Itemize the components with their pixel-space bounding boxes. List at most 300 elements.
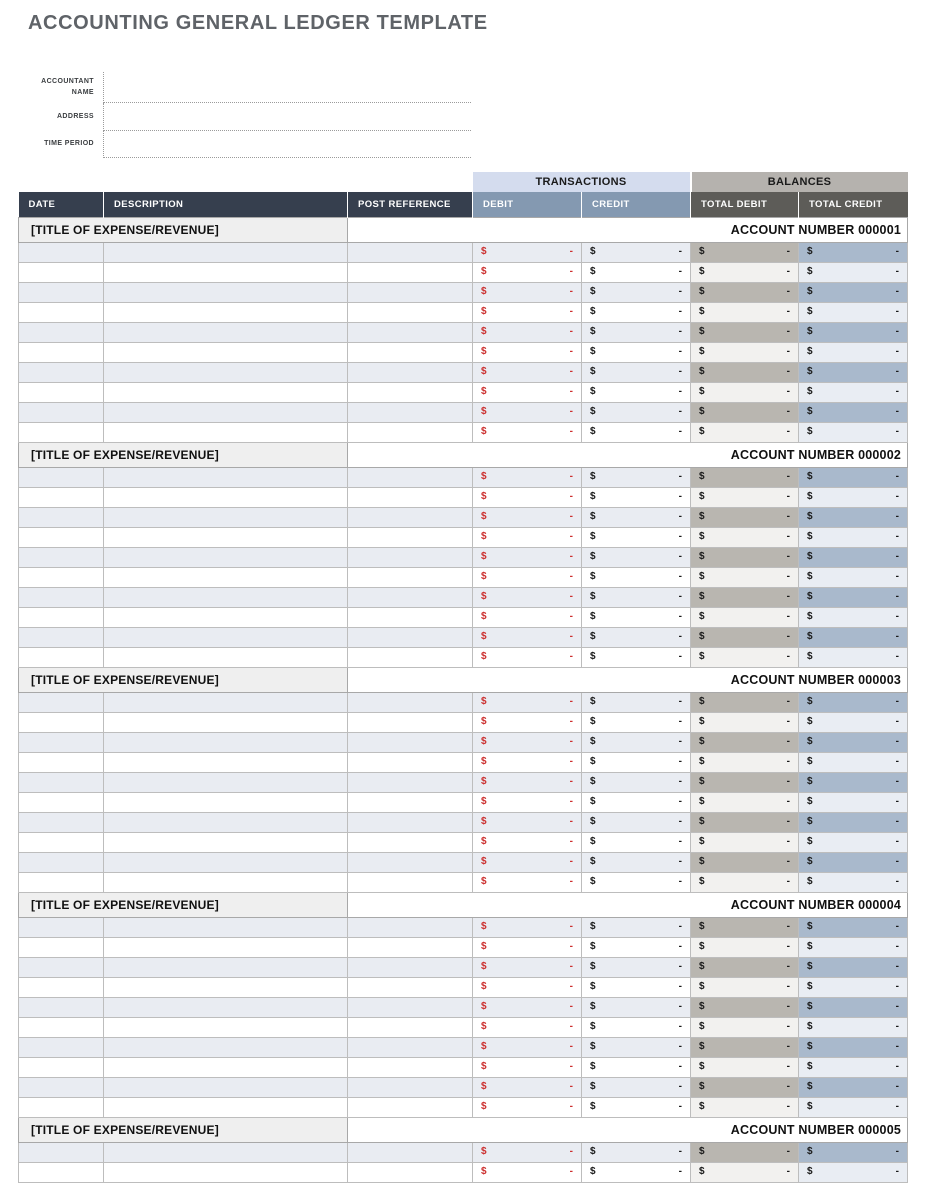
date-cell[interactable]: [19, 1057, 104, 1077]
post-reference-cell[interactable]: [348, 772, 473, 792]
total-debit-cell[interactable]: [691, 997, 799, 1017]
description-cell[interactable]: [104, 342, 348, 362]
date-cell[interactable]: [19, 402, 104, 422]
post-reference-cell[interactable]: [348, 1142, 473, 1162]
post-reference-cell[interactable]: [348, 547, 473, 567]
total-credit-cell[interactable]: [799, 732, 908, 752]
date-cell[interactable]: [19, 342, 104, 362]
total-credit-cell[interactable]: [799, 487, 908, 507]
total-debit-cell[interactable]: [691, 242, 799, 262]
date-cell[interactable]: [19, 957, 104, 977]
debit-cell[interactable]: [473, 342, 582, 362]
description-cell[interactable]: [104, 1017, 348, 1037]
total-debit-cell[interactable]: [691, 752, 799, 772]
post-reference-cell[interactable]: [348, 692, 473, 712]
total-debit-cell[interactable]: [691, 547, 799, 567]
debit-cell[interactable]: [473, 282, 582, 302]
credit-cell[interactable]: [582, 527, 691, 547]
description-cell[interactable]: [104, 402, 348, 422]
description-cell[interactable]: [104, 1142, 348, 1162]
description-cell[interactable]: [104, 627, 348, 647]
accountant-name-input[interactable]: [103, 72, 471, 103]
credit-cell[interactable]: [582, 342, 691, 362]
date-cell[interactable]: [19, 362, 104, 382]
total-debit-cell[interactable]: [691, 872, 799, 892]
post-reference-cell[interactable]: [348, 302, 473, 322]
date-cell[interactable]: [19, 1142, 104, 1162]
post-reference-cell[interactable]: [348, 812, 473, 832]
debit-cell[interactable]: [473, 1142, 582, 1162]
post-reference-cell[interactable]: [348, 997, 473, 1017]
date-cell[interactable]: [19, 772, 104, 792]
credit-cell[interactable]: [582, 547, 691, 567]
debit-cell[interactable]: [473, 852, 582, 872]
credit-cell[interactable]: [582, 937, 691, 957]
debit-cell[interactable]: [473, 752, 582, 772]
credit-cell[interactable]: [582, 1057, 691, 1077]
total-credit-cell[interactable]: [799, 507, 908, 527]
total-credit-cell[interactable]: [799, 957, 908, 977]
total-credit-cell[interactable]: [799, 1057, 908, 1077]
total-credit-cell[interactable]: [799, 362, 908, 382]
post-reference-cell[interactable]: [348, 977, 473, 997]
description-cell[interactable]: [104, 262, 348, 282]
credit-cell[interactable]: [582, 792, 691, 812]
total-debit-cell[interactable]: [691, 402, 799, 422]
debit-cell[interactable]: [473, 507, 582, 527]
debit-cell[interactable]: [473, 937, 582, 957]
debit-cell[interactable]: [473, 1162, 582, 1182]
post-reference-cell[interactable]: [348, 402, 473, 422]
description-cell[interactable]: [104, 1097, 348, 1117]
total-credit-cell[interactable]: [799, 242, 908, 262]
post-reference-cell[interactable]: [348, 262, 473, 282]
date-cell[interactable]: [19, 587, 104, 607]
total-credit-cell[interactable]: [799, 282, 908, 302]
description-cell[interactable]: [104, 302, 348, 322]
date-cell[interactable]: [19, 507, 104, 527]
post-reference-cell[interactable]: [348, 832, 473, 852]
description-cell[interactable]: [104, 872, 348, 892]
total-credit-cell[interactable]: [799, 792, 908, 812]
credit-cell[interactable]: [582, 752, 691, 772]
debit-cell[interactable]: [473, 732, 582, 752]
total-credit-cell[interactable]: [799, 647, 908, 667]
post-reference-cell[interactable]: [348, 872, 473, 892]
total-credit-cell[interactable]: [799, 467, 908, 487]
post-reference-cell[interactable]: [348, 712, 473, 732]
date-cell[interactable]: [19, 937, 104, 957]
post-reference-cell[interactable]: [348, 917, 473, 937]
debit-cell[interactable]: [473, 402, 582, 422]
post-reference-cell[interactable]: [348, 1162, 473, 1182]
description-cell[interactable]: [104, 752, 348, 772]
total-credit-cell[interactable]: [799, 547, 908, 567]
total-debit-cell[interactable]: [691, 567, 799, 587]
total-credit-cell[interactable]: [799, 872, 908, 892]
post-reference-cell[interactable]: [348, 567, 473, 587]
total-credit-cell[interactable]: [799, 527, 908, 547]
total-debit-cell[interactable]: [691, 467, 799, 487]
post-reference-cell[interactable]: [348, 1017, 473, 1037]
description-cell[interactable]: [104, 917, 348, 937]
credit-cell[interactable]: [582, 917, 691, 937]
date-cell[interactable]: [19, 792, 104, 812]
description-cell[interactable]: [104, 607, 348, 627]
credit-cell[interactable]: [582, 362, 691, 382]
credit-cell[interactable]: [582, 772, 691, 792]
total-credit-cell[interactable]: [799, 1017, 908, 1037]
total-debit-cell[interactable]: [691, 302, 799, 322]
post-reference-cell[interactable]: [348, 422, 473, 442]
credit-cell[interactable]: [582, 832, 691, 852]
total-debit-cell[interactable]: [691, 507, 799, 527]
description-cell[interactable]: [104, 1162, 348, 1182]
total-debit-cell[interactable]: [691, 957, 799, 977]
debit-cell[interactable]: [473, 322, 582, 342]
total-debit-cell[interactable]: [691, 1017, 799, 1037]
date-cell[interactable]: [19, 547, 104, 567]
total-credit-cell[interactable]: [799, 567, 908, 587]
credit-cell[interactable]: [582, 712, 691, 732]
credit-cell[interactable]: [582, 872, 691, 892]
description-cell[interactable]: [104, 997, 348, 1017]
date-cell[interactable]: [19, 607, 104, 627]
date-cell[interactable]: [19, 422, 104, 442]
date-cell[interactable]: [19, 812, 104, 832]
post-reference-cell[interactable]: [348, 587, 473, 607]
total-debit-cell[interactable]: [691, 422, 799, 442]
debit-cell[interactable]: [473, 792, 582, 812]
description-cell[interactable]: [104, 282, 348, 302]
date-cell[interactable]: [19, 852, 104, 872]
total-debit-cell[interactable]: [691, 262, 799, 282]
post-reference-cell[interactable]: [348, 322, 473, 342]
credit-cell[interactable]: [582, 997, 691, 1017]
total-debit-cell[interactable]: [691, 917, 799, 937]
description-cell[interactable]: [104, 957, 348, 977]
total-debit-cell[interactable]: [691, 1162, 799, 1182]
total-credit-cell[interactable]: [799, 382, 908, 402]
credit-cell[interactable]: [582, 607, 691, 627]
credit-cell[interactable]: [582, 242, 691, 262]
description-cell[interactable]: [104, 362, 348, 382]
credit-cell[interactable]: [582, 422, 691, 442]
credit-cell[interactable]: [582, 627, 691, 647]
date-cell[interactable]: [19, 302, 104, 322]
debit-cell[interactable]: [473, 1077, 582, 1097]
description-cell[interactable]: [104, 852, 348, 872]
debit-cell[interactable]: [473, 302, 582, 322]
debit-cell[interactable]: [473, 422, 582, 442]
total-debit-cell[interactable]: [691, 977, 799, 997]
debit-cell[interactable]: [473, 997, 582, 1017]
post-reference-cell[interactable]: [348, 527, 473, 547]
post-reference-cell[interactable]: [348, 752, 473, 772]
post-reference-cell[interactable]: [348, 282, 473, 302]
date-cell[interactable]: [19, 1017, 104, 1037]
debit-cell[interactable]: [473, 527, 582, 547]
date-cell[interactable]: [19, 1037, 104, 1057]
address-input[interactable]: [103, 103, 471, 131]
total-debit-cell[interactable]: [691, 937, 799, 957]
credit-cell[interactable]: [582, 282, 691, 302]
date-cell[interactable]: [19, 627, 104, 647]
date-cell[interactable]: [19, 487, 104, 507]
credit-cell[interactable]: [582, 567, 691, 587]
total-credit-cell[interactable]: [799, 752, 908, 772]
post-reference-cell[interactable]: [348, 732, 473, 752]
date-cell[interactable]: [19, 752, 104, 772]
debit-cell[interactable]: [473, 772, 582, 792]
total-debit-cell[interactable]: [691, 772, 799, 792]
post-reference-cell[interactable]: [348, 647, 473, 667]
credit-cell[interactable]: [582, 1017, 691, 1037]
total-credit-cell[interactable]: [799, 1097, 908, 1117]
account-number-cell[interactable]: ACCOUNT NUMBER 000001: [348, 217, 908, 242]
debit-cell[interactable]: [473, 627, 582, 647]
debit-cell[interactable]: [473, 262, 582, 282]
credit-cell[interactable]: [582, 1077, 691, 1097]
total-credit-cell[interactable]: [799, 832, 908, 852]
date-cell[interactable]: [19, 262, 104, 282]
expense-revenue-title-cell[interactable]: [TITLE OF EXPENSE/REVENUE]: [19, 442, 348, 467]
date-cell[interactable]: [19, 242, 104, 262]
debit-cell[interactable]: [473, 712, 582, 732]
total-debit-cell[interactable]: [691, 322, 799, 342]
description-cell[interactable]: [104, 587, 348, 607]
debit-cell[interactable]: [473, 467, 582, 487]
description-cell[interactable]: [104, 382, 348, 402]
credit-cell[interactable]: [582, 302, 691, 322]
credit-cell[interactable]: [582, 1162, 691, 1182]
post-reference-cell[interactable]: [348, 607, 473, 627]
credit-cell[interactable]: [582, 487, 691, 507]
total-debit-cell[interactable]: [691, 692, 799, 712]
description-cell[interactable]: [104, 792, 348, 812]
total-credit-cell[interactable]: [799, 422, 908, 442]
debit-cell[interactable]: [473, 362, 582, 382]
description-cell[interactable]: [104, 812, 348, 832]
description-cell[interactable]: [104, 692, 348, 712]
total-credit-cell[interactable]: [799, 322, 908, 342]
date-cell[interactable]: [19, 567, 104, 587]
total-debit-cell[interactable]: [691, 792, 799, 812]
time-period-input[interactable]: [103, 131, 471, 158]
description-cell[interactable]: [104, 712, 348, 732]
account-number-cell[interactable]: ACCOUNT NUMBER 000002: [348, 442, 908, 467]
debit-cell[interactable]: [473, 917, 582, 937]
post-reference-cell[interactable]: [348, 937, 473, 957]
description-cell[interactable]: [104, 242, 348, 262]
debit-cell[interactable]: [473, 1017, 582, 1037]
date-cell[interactable]: [19, 832, 104, 852]
debit-cell[interactable]: [473, 242, 582, 262]
total-debit-cell[interactable]: [691, 832, 799, 852]
total-debit-cell[interactable]: [691, 282, 799, 302]
total-credit-cell[interactable]: [799, 937, 908, 957]
debit-cell[interactable]: [473, 1097, 582, 1117]
description-cell[interactable]: [104, 1077, 348, 1097]
credit-cell[interactable]: [582, 647, 691, 667]
description-cell[interactable]: [104, 1037, 348, 1057]
description-cell[interactable]: [104, 647, 348, 667]
total-credit-cell[interactable]: [799, 1077, 908, 1097]
total-credit-cell[interactable]: [799, 1142, 908, 1162]
total-debit-cell[interactable]: [691, 362, 799, 382]
description-cell[interactable]: [104, 507, 348, 527]
total-credit-cell[interactable]: [799, 627, 908, 647]
credit-cell[interactable]: [582, 1097, 691, 1117]
post-reference-cell[interactable]: [348, 852, 473, 872]
total-credit-cell[interactable]: [799, 997, 908, 1017]
total-debit-cell[interactable]: [691, 1037, 799, 1057]
debit-cell[interactable]: [473, 832, 582, 852]
total-debit-cell[interactable]: [691, 852, 799, 872]
post-reference-cell[interactable]: [348, 242, 473, 262]
description-cell[interactable]: [104, 567, 348, 587]
description-cell[interactable]: [104, 772, 348, 792]
description-cell[interactable]: [104, 487, 348, 507]
date-cell[interactable]: [19, 282, 104, 302]
total-credit-cell[interactable]: [799, 262, 908, 282]
total-debit-cell[interactable]: [691, 732, 799, 752]
date-cell[interactable]: [19, 692, 104, 712]
credit-cell[interactable]: [582, 507, 691, 527]
debit-cell[interactable]: [473, 647, 582, 667]
date-cell[interactable]: [19, 917, 104, 937]
credit-cell[interactable]: [582, 957, 691, 977]
total-credit-cell[interactable]: [799, 1162, 908, 1182]
credit-cell[interactable]: [582, 382, 691, 402]
credit-cell[interactable]: [582, 467, 691, 487]
credit-cell[interactable]: [582, 262, 691, 282]
debit-cell[interactable]: [473, 872, 582, 892]
date-cell[interactable]: [19, 322, 104, 342]
total-debit-cell[interactable]: [691, 627, 799, 647]
total-credit-cell[interactable]: [799, 812, 908, 832]
description-cell[interactable]: [104, 547, 348, 567]
description-cell[interactable]: [104, 467, 348, 487]
account-number-cell[interactable]: ACCOUNT NUMBER 000003: [348, 667, 908, 692]
description-cell[interactable]: [104, 937, 348, 957]
date-cell[interactable]: [19, 1077, 104, 1097]
total-debit-cell[interactable]: [691, 527, 799, 547]
total-credit-cell[interactable]: [799, 607, 908, 627]
total-debit-cell[interactable]: [691, 1077, 799, 1097]
debit-cell[interactable]: [473, 587, 582, 607]
description-cell[interactable]: [104, 977, 348, 997]
total-debit-cell[interactable]: [691, 382, 799, 402]
total-debit-cell[interactable]: [691, 607, 799, 627]
total-credit-cell[interactable]: [799, 1037, 908, 1057]
post-reference-cell[interactable]: [348, 382, 473, 402]
post-reference-cell[interactable]: [348, 487, 473, 507]
post-reference-cell[interactable]: [348, 792, 473, 812]
date-cell[interactable]: [19, 977, 104, 997]
total-credit-cell[interactable]: [799, 712, 908, 732]
total-credit-cell[interactable]: [799, 342, 908, 362]
description-cell[interactable]: [104, 732, 348, 752]
post-reference-cell[interactable]: [348, 1037, 473, 1057]
debit-cell[interactable]: [473, 607, 582, 627]
description-cell[interactable]: [104, 422, 348, 442]
credit-cell[interactable]: [582, 812, 691, 832]
total-credit-cell[interactable]: [799, 772, 908, 792]
post-reference-cell[interactable]: [348, 362, 473, 382]
date-cell[interactable]: [19, 872, 104, 892]
description-cell[interactable]: [104, 1057, 348, 1077]
credit-cell[interactable]: [582, 402, 691, 422]
date-cell[interactable]: [19, 527, 104, 547]
credit-cell[interactable]: [582, 1142, 691, 1162]
expense-revenue-title-cell[interactable]: [TITLE OF EXPENSE/REVENUE]: [19, 667, 348, 692]
total-credit-cell[interactable]: [799, 302, 908, 322]
total-debit-cell[interactable]: [691, 712, 799, 732]
description-cell[interactable]: [104, 322, 348, 342]
credit-cell[interactable]: [582, 1037, 691, 1057]
total-credit-cell[interactable]: [799, 977, 908, 997]
debit-cell[interactable]: [473, 1037, 582, 1057]
debit-cell[interactable]: [473, 1057, 582, 1077]
debit-cell[interactable]: [473, 567, 582, 587]
post-reference-cell[interactable]: [348, 957, 473, 977]
total-debit-cell[interactable]: [691, 1142, 799, 1162]
account-number-cell[interactable]: ACCOUNT NUMBER 000005: [348, 1117, 908, 1142]
post-reference-cell[interactable]: [348, 1097, 473, 1117]
total-credit-cell[interactable]: [799, 402, 908, 422]
account-number-cell[interactable]: ACCOUNT NUMBER 000004: [348, 892, 908, 917]
credit-cell[interactable]: [582, 322, 691, 342]
post-reference-cell[interactable]: [348, 627, 473, 647]
total-debit-cell[interactable]: [691, 1097, 799, 1117]
date-cell[interactable]: [19, 1162, 104, 1182]
total-debit-cell[interactable]: [691, 487, 799, 507]
total-debit-cell[interactable]: [691, 342, 799, 362]
debit-cell[interactable]: [473, 547, 582, 567]
credit-cell[interactable]: [582, 732, 691, 752]
date-cell[interactable]: [19, 712, 104, 732]
debit-cell[interactable]: [473, 487, 582, 507]
debit-cell[interactable]: [473, 957, 582, 977]
post-reference-cell[interactable]: [348, 1077, 473, 1097]
date-cell[interactable]: [19, 997, 104, 1017]
total-debit-cell[interactable]: [691, 587, 799, 607]
expense-revenue-title-cell[interactable]: [TITLE OF EXPENSE/REVENUE]: [19, 1117, 348, 1142]
post-reference-cell[interactable]: [348, 342, 473, 362]
credit-cell[interactable]: [582, 587, 691, 607]
total-debit-cell[interactable]: [691, 812, 799, 832]
date-cell[interactable]: [19, 467, 104, 487]
post-reference-cell[interactable]: [348, 1057, 473, 1077]
description-cell[interactable]: [104, 832, 348, 852]
debit-cell[interactable]: [473, 382, 582, 402]
description-cell[interactable]: [104, 527, 348, 547]
expense-revenue-title-cell[interactable]: [TITLE OF EXPENSE/REVENUE]: [19, 217, 348, 242]
total-credit-cell[interactable]: [799, 917, 908, 937]
total-debit-cell[interactable]: [691, 1057, 799, 1077]
total-credit-cell[interactable]: [799, 692, 908, 712]
total-debit-cell[interactable]: [691, 647, 799, 667]
date-cell[interactable]: [19, 1097, 104, 1117]
debit-cell[interactable]: [473, 812, 582, 832]
date-cell[interactable]: [19, 647, 104, 667]
date-cell[interactable]: [19, 732, 104, 752]
debit-cell[interactable]: [473, 977, 582, 997]
expense-revenue-title-cell[interactable]: [TITLE OF EXPENSE/REVENUE]: [19, 892, 348, 917]
credit-cell[interactable]: [582, 977, 691, 997]
date-cell[interactable]: [19, 382, 104, 402]
